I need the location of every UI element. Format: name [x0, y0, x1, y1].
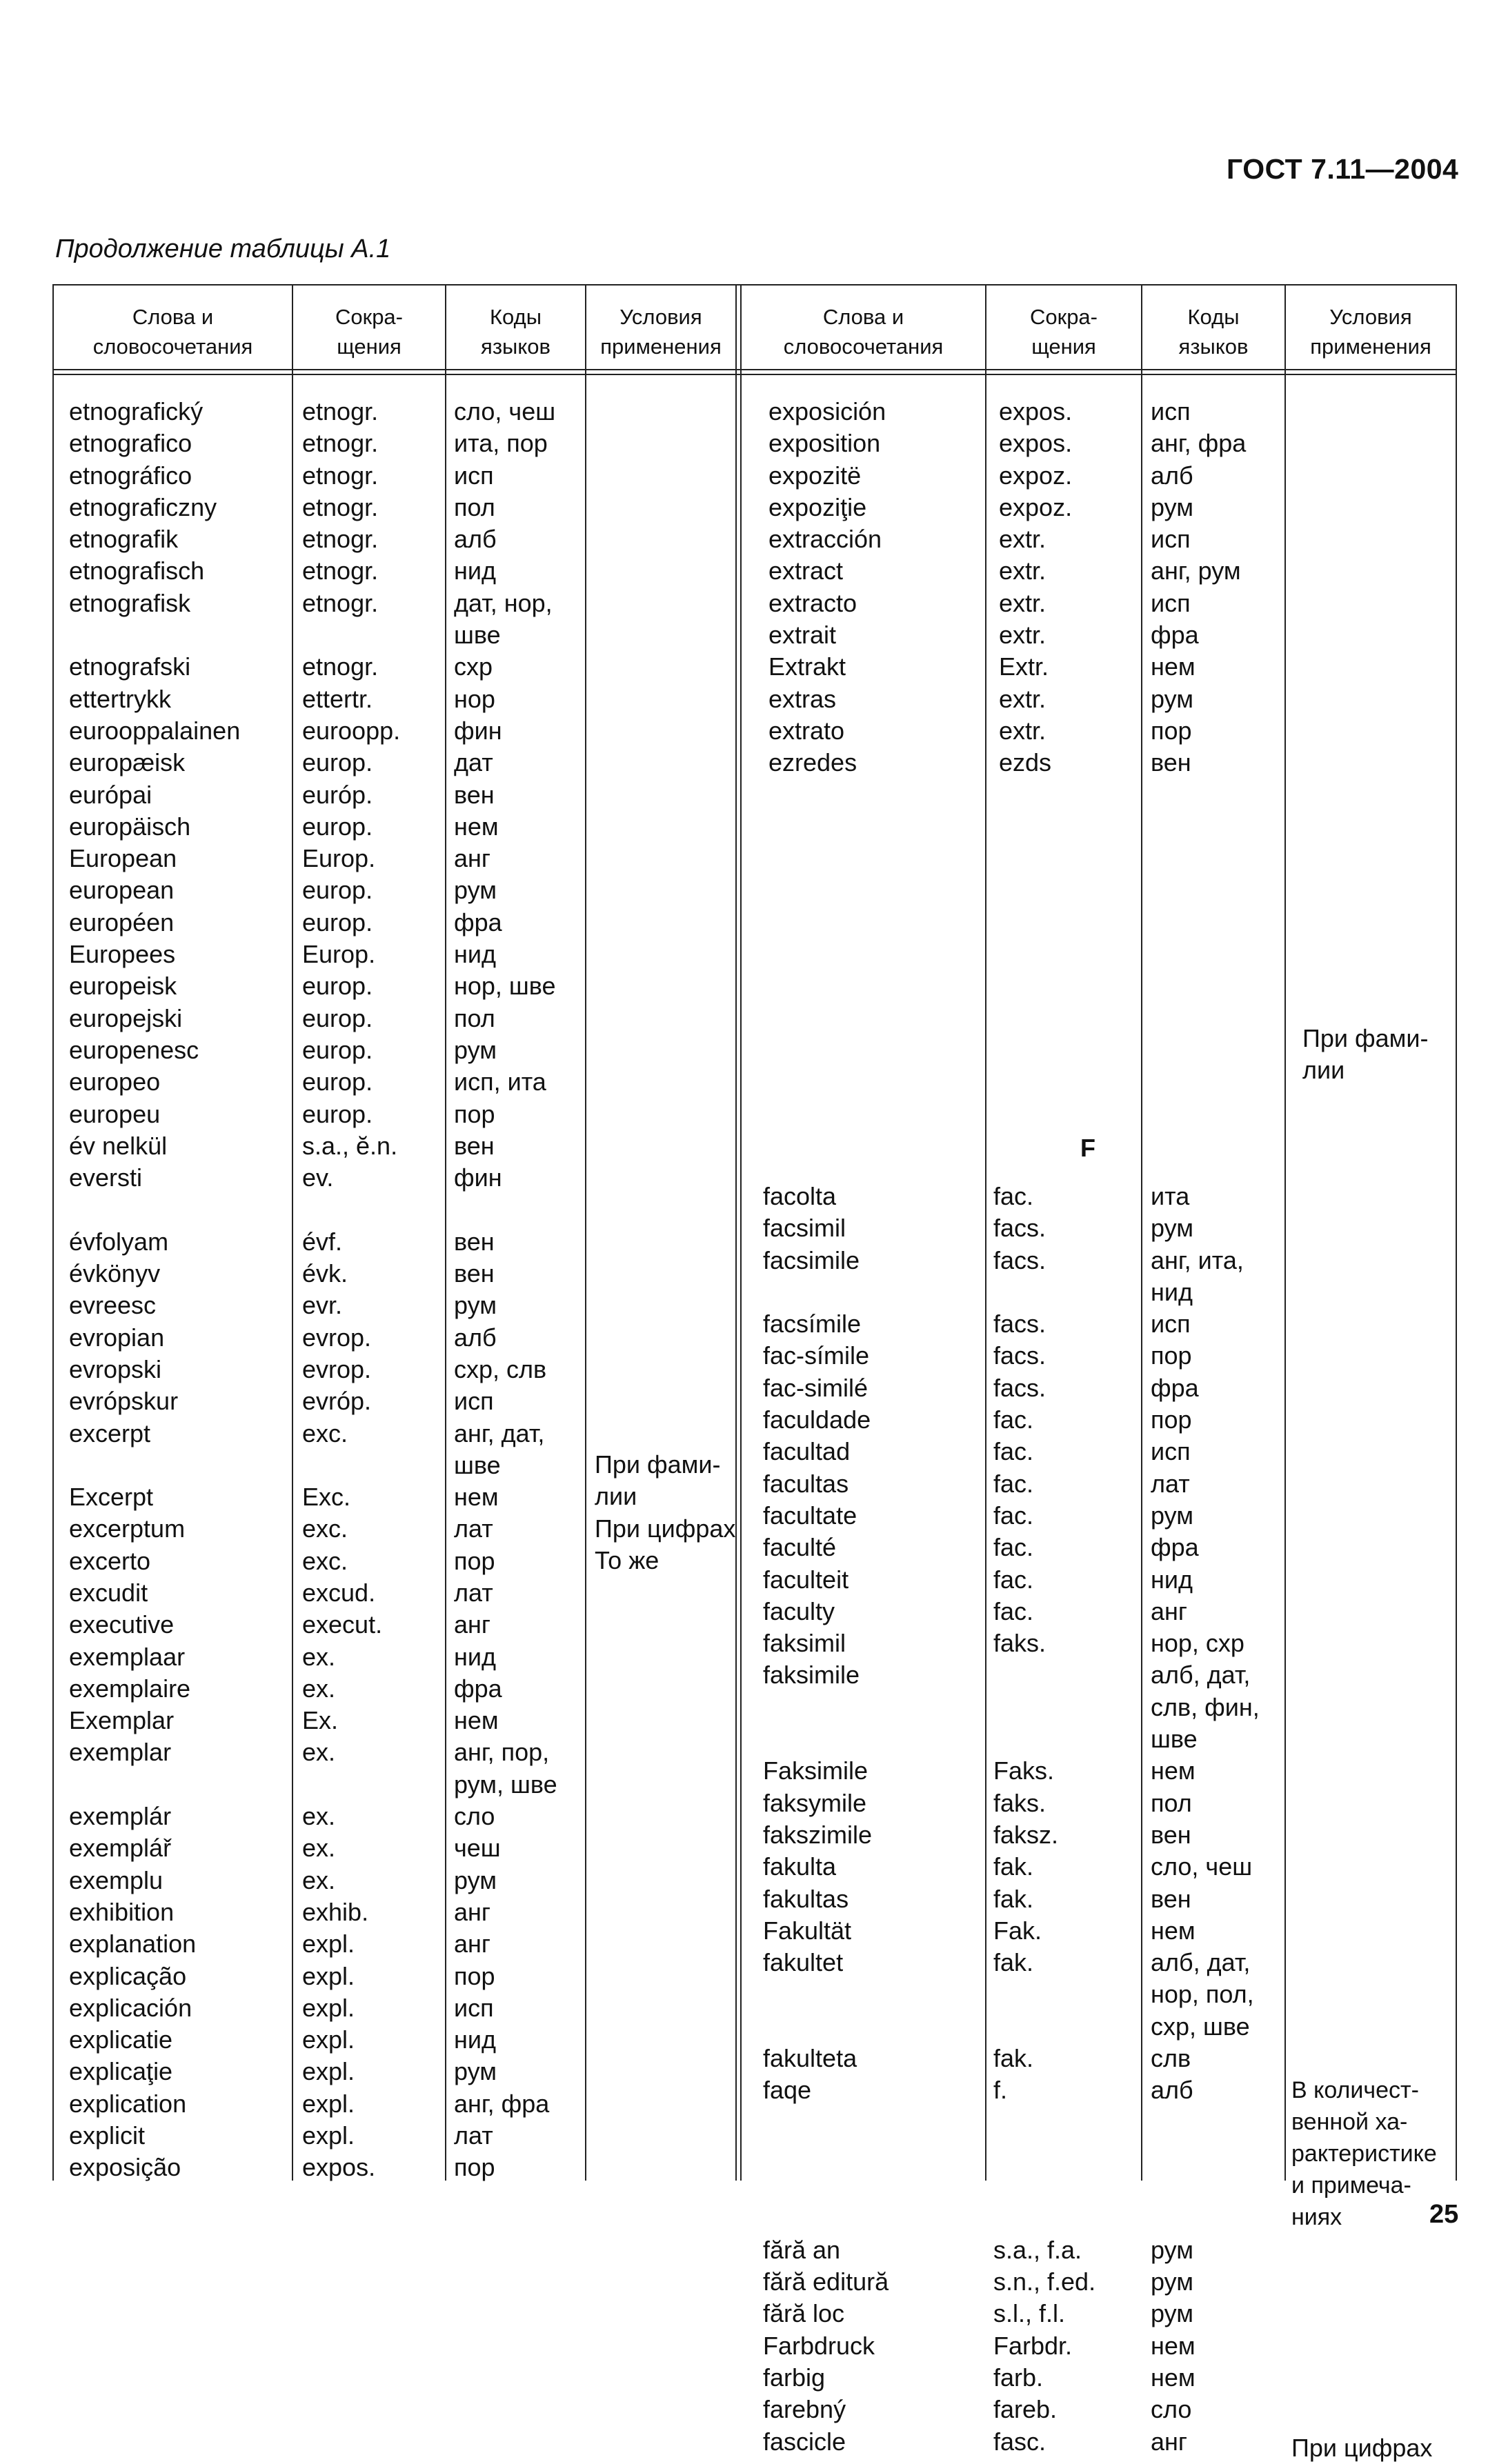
- col-rule-0: [52, 284, 54, 2181]
- left-codes-column: сло, чеш ита, пор исп пол алб нид дат, нор, шве схр нор фин дат вен нем анг рум фра нид нор, шве пол рум исп, ита пор вен фин вен вен рум алб схр, слв исп анг, дат, шве нем лат пор лат анг нид фра нем анг, пор, рум, шве сло чеш рум анг анг пор исп нид рум анг, фра лат пор: [454, 397, 557, 2182]
- header-cond-right: Условия применения: [1310, 305, 1431, 359]
- col-rule-4a: [735, 284, 737, 2181]
- right-codes-top: исп анг, фра алб рум исп анг, рум исп фра нем рум пор вен: [1151, 397, 1247, 777]
- header-cond-left: Условия применения: [600, 305, 722, 359]
- col-rule-7: [1284, 284, 1286, 2181]
- header-rule-1: [52, 369, 1457, 370]
- section-letter-f: F: [1080, 1134, 1095, 1162]
- left-abbr-column: etnogr. etnogr. etnogr. etnogr. etnogr. etnogr. etnogr. etnogr. ettertr. euroopp. europ. európ. europ. Europ. europ. europ. Europ. europ. europ. europ. europ. europ. s.a., ĕ.n. ev. évf. évk. evr. evrop. evrop. evróp. exc. Exc. exc. exc. excud. execut. ex. ex. Ex. ex. ex. ex. ex. exhib. expl. expl. expl. expl. expl. expl. expl. expos.: [302, 397, 401, 2182]
- standard-code: ГОСТ 7.11—2004: [1227, 153, 1459, 185]
- header-abbr-left: Сокра- щения: [335, 305, 403, 359]
- col-rule-4b: [740, 284, 742, 2181]
- col-rule-6: [1141, 284, 1142, 2181]
- header-codes-left: Коды языков: [481, 305, 550, 359]
- right-conditions-last: При цифрах: [1291, 2434, 1433, 2462]
- header-words-right: Слова и словосочетания: [783, 305, 944, 359]
- left-conditions-column: При фами- лии При цифрах То же: [595, 1450, 736, 1574]
- right-conditions-bottom: В количест- венной ха- рактеристике и примеча- ниях: [1291, 2077, 1437, 2230]
- table-top-rule: [52, 284, 1457, 286]
- right-abbr-bottom: fac. facs. facs. facs. facs. facs. fac. fac. fac. fac. fac. fac. fac. faks. Faks. faks. faksz. fak. fak. Fak. fak. fak. f. s.a., f.a. s.n., f.ed. s.l., f.l. Farbdr. farb. fareb. fasc.: [993, 1182, 1096, 2456]
- right-conditions-top: При фами- лии: [1302, 1024, 1429, 1085]
- right-codes-bottom: ита рум анг, ита, нид исп пор фра пор исп лат рум фра нид анг нор, схр алб, дат, слв, фин, шве нем пол вен сло, чеш вен нем алб, дат, нор, пол, схр, шве слв алб рум рум рум нем нем сло анг: [1151, 1182, 1260, 2456]
- right-words-top: exposición exposition expozitë expoziţie extracción extract extracto extrait Extrakt extras extrato ezredes: [768, 397, 886, 777]
- col-rule-8: [1456, 284, 1457, 2181]
- left-words-column: etnografický etnografico etnográfico etnograficzny etnografik etnografisch etnografisk etnografski ettertrykk eurooppalainen europæisk európai europäisch European european européen Europees europeisk europejski europenesc europeo europeu év nelkül eversti évfolyam évkönyv evreesc evropian evropski evrópskur excerpt Excerpt excerptum excerto excudit executive exemplaar exemplaire Exemplar exemplar exemplár exemplář exemplu exhibition explanation explicação explicación explicatie explicaţie explication explicit exposição: [69, 397, 241, 2182]
- header-rule-2: [52, 374, 1457, 375]
- header-codes-right: Коды языков: [1178, 305, 1249, 359]
- right-words-bottom: facolta facsimil facsimile facsímile fac-símile fac-similé faculdade facultad facultas facultate faculté faculteit faculty faksimil faksimile Faksimile faksymile fakszimile fakulta fakultas Fakultät fakultet fakulteta faqe fără an fără editură fără loc Farbdruck farbig farebný fascicle: [763, 1182, 889, 2456]
- col-rule-3: [585, 284, 586, 2181]
- table-caption: Продолжение таблицы А.1: [55, 234, 391, 263]
- header-abbr-right: Сокра- щения: [1030, 305, 1098, 359]
- page-number: 25: [1429, 2200, 1459, 2229]
- header-words-left: Слова и словосочетания: [92, 305, 253, 359]
- col-rule-1: [292, 284, 293, 2181]
- col-rule-5: [985, 284, 986, 2181]
- col-rule-2: [445, 284, 446, 2181]
- right-abbr-top: expos. expos. expoz. expoz. extr. extr. extr. extr. Extr. extr. extr. ezds: [999, 397, 1073, 777]
